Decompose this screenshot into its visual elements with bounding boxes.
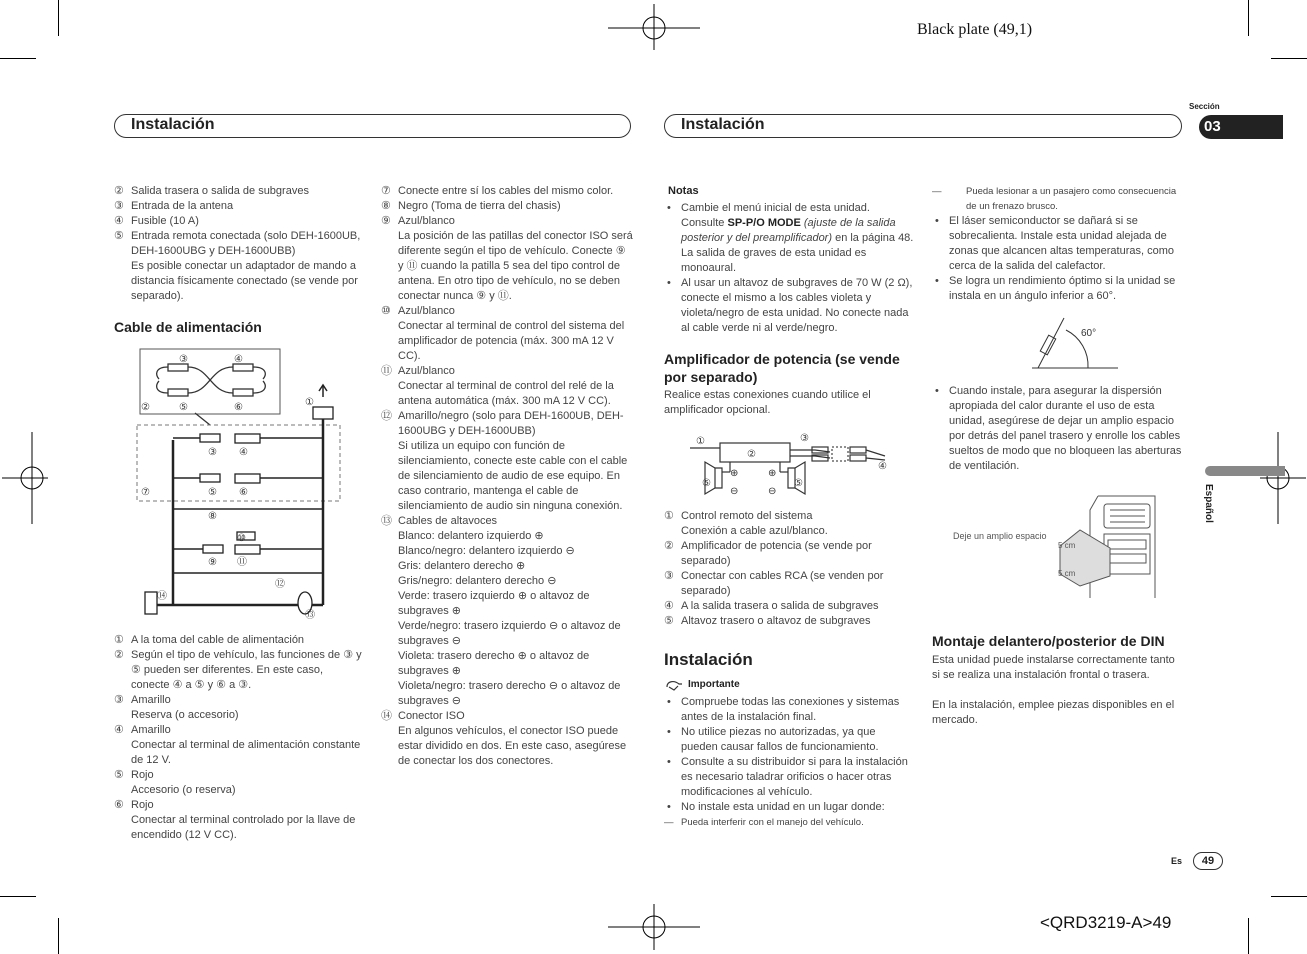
amplifier-diagram	[690, 430, 900, 500]
list-item: ⑪ Azul/blanco Conectar al terminal de control del relé de la antena automática (máx. 300 mA 12 V CC).	[381, 365, 614, 407]
diagram-label: ⑦	[141, 487, 150, 498]
notes-list	[664, 201, 914, 336]
amp-items	[664, 509, 914, 629]
diagram-label: ⑥	[234, 402, 243, 413]
diagram-label: ④	[234, 354, 243, 365]
list-item: ② Salida trasera o salida de subgraves	[114, 185, 309, 197]
notes-title: Notas	[668, 185, 699, 197]
diagram-label: ⑫	[275, 579, 285, 590]
header-left	[114, 114, 631, 138]
list-item: ② Amplificador de potencia (se vende por separado)	[664, 540, 872, 567]
col1-items-bottom	[114, 633, 362, 843]
angle-diagram	[1030, 312, 1120, 372]
list-item: ⑥ Rojo Conectar al terminal controlado por la llave de encendido (12 V CC).	[114, 799, 356, 841]
heading-installation: Instalación	[664, 650, 753, 669]
list-item: • Consulte a su distribuidor si para la instalación es necesario taladrar orificios o hacer otras modificaciones al vehículo.	[664, 755, 914, 800]
list-item: ⑭ Conector ISO En algunos vehículos, el conector ISO puede estar dividido en dos. En este caso, asegúrese de conectar los dos conectores.	[381, 710, 627, 767]
list-item: ① Control remoto del sistema Conexión a cable azul/blanco.	[664, 510, 828, 537]
installation-list	[664, 695, 914, 830]
heading-power-cable: Cable de alimentación	[114, 319, 262, 335]
diagram-label: ③	[179, 354, 188, 365]
list-item: • Se logra un rendimiento óptimo si la unidad se instala en un ángulo inferior a 60°.	[932, 274, 1182, 304]
diagram-label: ⊖	[730, 486, 739, 497]
list-item: — Pueda interferir con el manejo del vehículo.	[664, 815, 914, 830]
diagram-label: ⑬	[305, 610, 315, 620]
page-number: 49	[1193, 852, 1223, 870]
diagram-label: ①	[305, 397, 314, 408]
diagram-label: ⑤	[179, 402, 188, 413]
list-item: ⑬ Cables de altavoces Blanco: delantero izquierdo ⊕ Blanco/negro: delantero izquierdo ⊖ Gris: delantero derecho ⊕ Gris/negro: delantero derecho ⊖ Verde: trasero izquierdo ⊕ o altavoz de subgraves ⊕ Verde/negro: trasero izquierdo ⊖ o altavoz de subgraves ⊖ Violeta: trasero derecho ⊕ o altavoz de subgraves ⊕ Violeta/negro: trasero derecho ⊖ o altavoz de subgraves ⊖	[381, 515, 621, 707]
diagram-label: ①	[696, 436, 705, 447]
plate-label: Black plate (49,1)	[917, 21, 1033, 38]
side-language: Español	[1203, 484, 1214, 523]
diagram-label: ⊖	[768, 486, 777, 497]
diagram-label: ⑭	[157, 591, 167, 602]
diagram-label: ⑨	[208, 557, 217, 568]
diagram-label: ③	[208, 447, 217, 458]
cm-label-1: 5 cm	[1058, 541, 1076, 550]
diagram-label: ②	[747, 449, 756, 460]
section-label: Sección	[1189, 102, 1220, 111]
cm-label-2: 5 cm	[1058, 569, 1076, 578]
list-item: ③ Conectar con cables RCA (se venden por separado)	[664, 570, 884, 597]
list-item: ⑤ Entrada remota conectada (solo DEH-1600UB, DEH-1600UBG y DEH-1600UBB) Es posible conectar un adaptador de mando a distancia físicamente conectado (se vende por separado).	[114, 230, 361, 302]
diagram-label: ⑩	[237, 533, 246, 544]
list-item: ⑧ Negro (Toma de tierra del chasis)	[381, 200, 561, 212]
diagram-label: ④	[239, 447, 248, 458]
list-item: ⑨ Azul/blanco La posición de las patillas del conector ISO será diferente según el tipo de vehículo. Conecte ⑨ y ⑪ cuando la patilla 5 sea del tipo control de antena. En otro tipo de vehículo, no se deben conectar nunca ⑨ y ⑪.	[381, 215, 633, 302]
important-icon	[665, 678, 685, 692]
angle-label: 60°	[1081, 328, 1097, 339]
col4-list-a	[932, 184, 1182, 304]
list-item: ⑩ Azul/blanco Conectar al terminal de control del sistema del amplificador de potencia (máx. 300 mA 12 V CC).	[381, 305, 625, 362]
list-item: ⑦ Conecte entre sí los cables del mismo color.	[381, 185, 614, 197]
list-item: • El láser semiconductor se dañará si se sobrecalienta. Instale esta unidad alejada de zonas que alcancen altas temperaturas, como cerca de la salida del calefactor.	[932, 214, 1182, 274]
list-item: ④ Amarillo Conectar al terminal de alimentación constante de 12 V.	[114, 724, 361, 766]
list-item: • No utilice piezas no autorizadas, ya que pueden causar fallos de funcionamiento.	[664, 725, 914, 755]
col2-items	[381, 184, 633, 769]
diagram-label: ⑧	[208, 511, 217, 522]
list-item: ⑤ Rojo Accesorio (o reserva)	[114, 769, 236, 796]
list-item: ④ Fusible (10 A)	[114, 215, 199, 227]
diagram-label: ⊕	[768, 468, 777, 479]
header-right	[664, 114, 1182, 138]
language-tab	[1205, 466, 1285, 476]
dashboard-illustration	[1050, 490, 1160, 600]
list-item: • Al usar un altavoz de subgraves de 70 W (2 Ω), conecte el mismo a los cables violeta y violeta/negro de esta unidad. No conecte nada al cable verde ni al verde/negro.	[664, 276, 914, 336]
list-item: • Cambie el menú inicial de esta unidad. Consulte SP-P/O MODE (ajuste de la salida posterior y del preamplificador) en la página 48. La salida de graves de esta unidad es monoaural.	[664, 201, 914, 276]
registration-mark-left	[2, 432, 48, 524]
list-item: ③ Amarillo Reserva (o accesorio)	[114, 694, 239, 721]
power-cable-diagram	[135, 345, 360, 620]
list-item: ⑤ Altavoz trasero o altavoz de subgraves	[664, 615, 871, 627]
space-label: Deje un amplio espacio	[953, 531, 1047, 541]
list-item: ⑫ Amarillo/negro (solo para DEH-1600UB, DEH-1600UBG y DEH-1600UBB) Si utiliza un equipo con función de silenciamiento, conecte este cable con el cable de silenciamiento de audio de ese equipo. En caso contrario, mantenga el cable de silenciamiento de audio sin ninguna conexión.	[381, 410, 628, 512]
diagram-label: ②	[141, 402, 150, 413]
diagram-label: ⑤	[208, 487, 217, 498]
diagram-label: ⑥	[239, 487, 248, 498]
diagram-label: ⊕	[730, 468, 739, 479]
header-left-title: Instalación	[131, 116, 215, 133]
col4-list-b	[932, 384, 1182, 474]
diagram-label: ③	[800, 433, 809, 444]
col1-items-top	[114, 184, 362, 304]
heading-din: Montaje delantero/posterior de DIN	[932, 633, 1165, 649]
diagram-label: ⑪	[237, 557, 247, 568]
list-item: ③ Entrada de la antena	[114, 200, 234, 212]
din-paragraph-1: Esta unidad puede instalarse correctamente tanto si se realiza una instalación frontal o trasera.	[932, 654, 1175, 681]
diagram-label: ⑤	[794, 478, 803, 489]
amp-intro: Realice estas conexiones cuando utilice el amplificador opcional.	[664, 389, 871, 416]
din-paragraph-2: En la instalación, emplee piezas disponibles en el mercado.	[932, 699, 1175, 726]
section-number: 03	[1204, 118, 1221, 135]
registration-mark-right	[1260, 432, 1306, 524]
header-right-title: Instalación	[681, 116, 765, 133]
section-tab	[1199, 115, 1283, 139]
registration-mark-bottom	[608, 904, 700, 950]
list-item: ④ A la salida trasera o salida de subgraves	[664, 600, 879, 612]
footer-code: <QRD3219-A>49	[1040, 913, 1172, 932]
list-item: • Compruebe todas las conexiones y sistemas antes de la instalación final.	[664, 695, 914, 725]
registration-mark-top	[608, 4, 700, 50]
diagram-label: ④	[878, 461, 887, 472]
list-item: ② Según el tipo de vehículo, las funciones de ③ y ⑤ pueden ser diferentes. En este caso, conecte ④ a ⑤ y ⑥ a ③.	[114, 649, 362, 691]
diagram-label: ⑤	[702, 478, 711, 489]
list-item: • No instale esta unidad en un lugar donde:	[664, 800, 914, 815]
page-lang: Es	[1171, 856, 1183, 866]
list-item: ① A la toma del cable de alimentación	[114, 634, 305, 646]
heading-amplifier: Amplificador de potencia (se vende por separado)	[664, 351, 900, 385]
list-item: — Pueda lesionar a un pasajero como consecuencia de un frenazo brusco.	[932, 184, 1182, 214]
list-item: • Cuando instale, para asegurar la dispersión apropiada del calor durante el uso de esta unidad, asegúrese de dejar un amplio espacio por detrás del panel trasero y enrolle los cables sueltos de modo que no bloqueen las aberturas de ventilación.	[932, 384, 1182, 474]
important-label: Importante	[688, 679, 740, 690]
